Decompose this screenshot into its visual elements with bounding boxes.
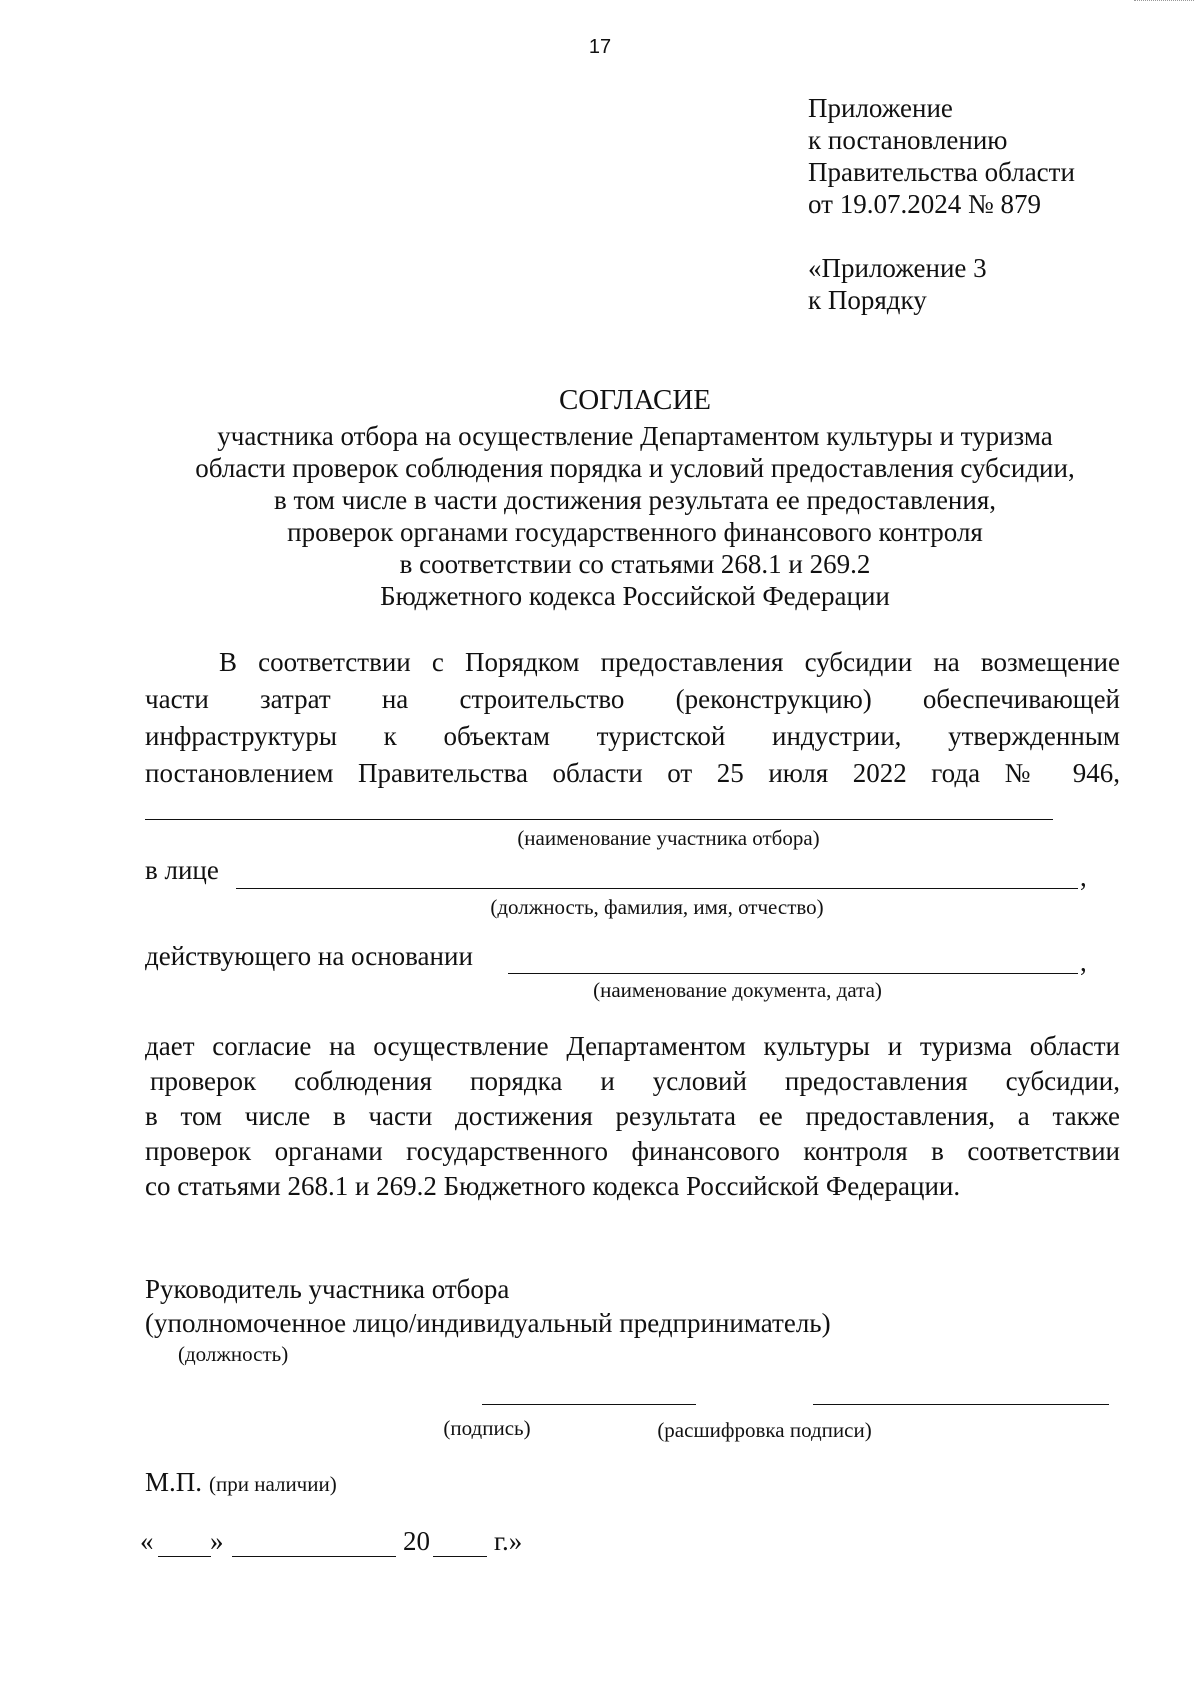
date-close-quote: » <box>210 1526 224 1556</box>
participant-name-line[interactable] <box>145 819 1053 820</box>
consent-line: дает согласие на осуществление Департаментом культуры и туризма области <box>145 1031 1120 1061</box>
acting-basis-label: действующего на основании <box>145 941 473 971</box>
appendix-sub-line: «Приложение 3 <box>808 253 987 283</box>
consent-line: проверок соблюдения порядка и условий предоставления субсидии, <box>150 1066 1120 1096</box>
appendix-line: к постановлению <box>808 125 1008 155</box>
appendix-sub-line: к Порядку <box>808 285 927 315</box>
subtitle-line: области проверок соблюдения порядка и условий предоставления субсидии, <box>195 453 1075 483</box>
date-open-quote: « <box>140 1526 154 1556</box>
intro-line: части затрат на строительство (реконструкцию) обеспечивающей <box>145 684 1120 714</box>
subtitle-line: Бюджетного кодекса Российской Федерации <box>380 581 890 611</box>
page-number: 17 <box>588 36 612 58</box>
consent-line: проверок органами государственного финансового контроля в соответствии <box>145 1136 1120 1166</box>
signature-caption: (подпись) <box>443 1416 531 1440</box>
comma: , <box>1080 947 1087 977</box>
date-year-line[interactable] <box>433 1556 487 1557</box>
position-caption: (должность) <box>178 1342 289 1366</box>
appendix-line: Приложение <box>808 93 953 123</box>
consent-line: в том числе в части достижения результата ее предоставления, а также <box>145 1101 1120 1131</box>
consent-line: со статьями 268.1 и 269.2 Бюджетного кодекса Российской Федерации. <box>145 1171 961 1201</box>
date-month-line[interactable] <box>232 1556 396 1557</box>
scan-artifact <box>1134 0 1194 5</box>
stamp-label: М.П. <box>145 1467 203 1497</box>
date-century: 20 <box>403 1526 430 1556</box>
document-title: СОГЛАСИЕ <box>558 384 712 416</box>
subtitle-line: в том числе в части достижения результата ее предоставления, <box>274 485 996 515</box>
signature-decoding-caption: (расшифровка подписи) <box>657 1418 872 1442</box>
signature-line[interactable] <box>482 1404 696 1405</box>
in-person-caption: (должность, фамилия, имя, отчество) <box>490 895 824 919</box>
appendix-header <box>808 92 1075 220</box>
subtitle-line: проверок органами государственного финансового контроля <box>287 517 983 547</box>
intro-line: постановлением Правительства области от 25 июля 2022 года № 946, <box>145 758 1120 788</box>
in-person-line[interactable] <box>236 888 1078 889</box>
comma: , <box>1080 862 1087 892</box>
stamp-note: (при наличии) <box>209 1472 337 1496</box>
participant-name-caption: (наименование участника отбора) <box>517 826 820 850</box>
acting-basis-caption: (наименование документа, дата) <box>593 978 882 1002</box>
subtitle-line: участника отбора на осуществление Департаментом культуры и туризма <box>217 421 1053 451</box>
authorized-label: (уполномоченное лицо/индивидуальный предприниматель) <box>145 1308 831 1338</box>
intro-line: инфраструктуры к объектам туристской индустрии, утвержденным <box>145 721 1120 751</box>
appendix-line: Правительства области <box>808 157 1075 187</box>
signature-decoding-line[interactable] <box>813 1404 1109 1405</box>
date-day-line[interactable] <box>158 1556 211 1557</box>
appendix-sub-header <box>808 252 987 316</box>
subtitle-line: в соответствии со статьями 268.1 и 269.2 <box>399 549 871 579</box>
appendix-line: от 19.07.2024 № 879 <box>808 189 1041 219</box>
head-label: Руководитель участника отбора <box>145 1274 510 1304</box>
acting-basis-line[interactable] <box>508 973 1078 974</box>
intro-line: В соответствии с Порядком предоставления субсидии на возмещение <box>219 647 1120 677</box>
date-suffix: г.» <box>494 1526 523 1556</box>
in-person-label: в лице <box>145 855 219 885</box>
